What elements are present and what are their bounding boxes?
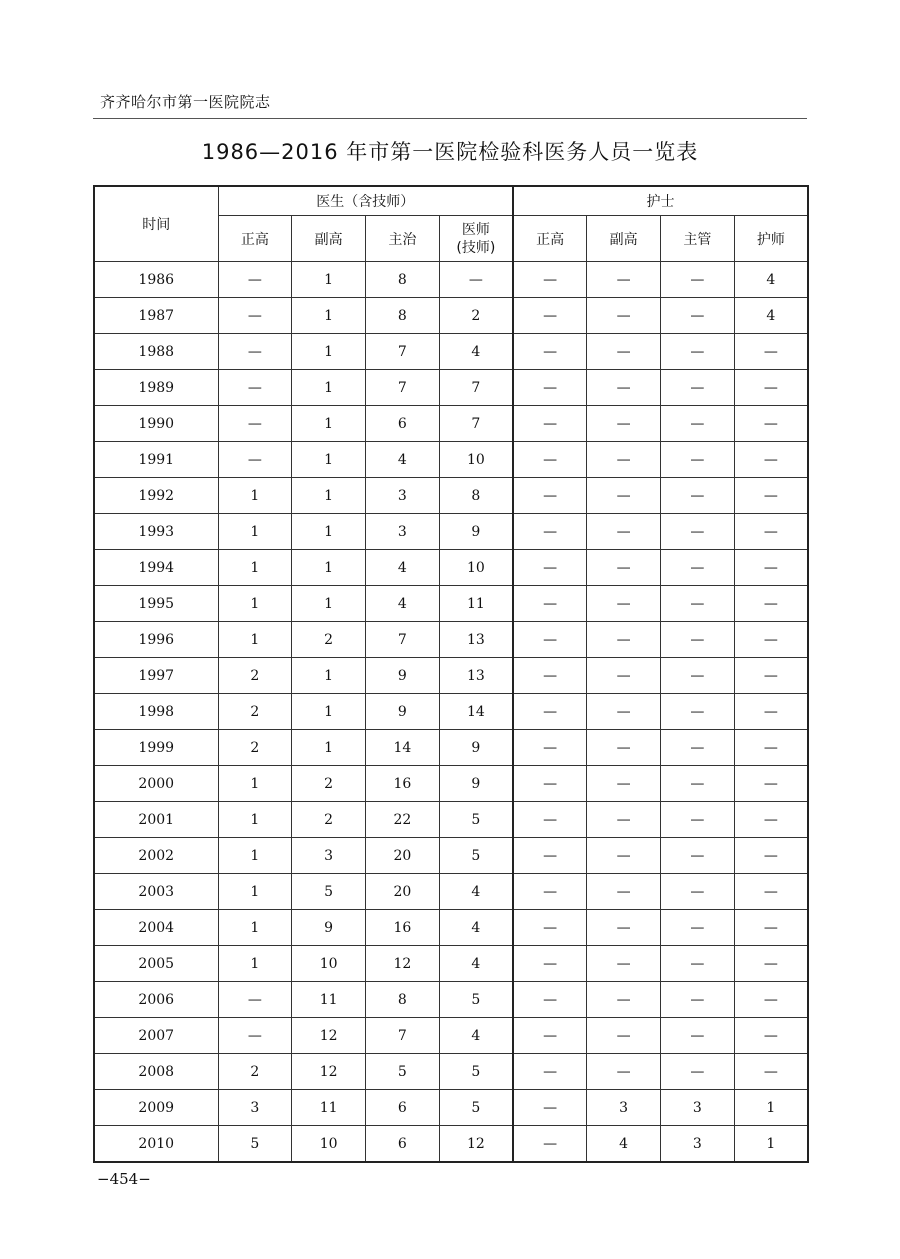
table-row (94, 838, 808, 874)
count-cell: 8 (366, 262, 440, 298)
count-cell: 1 (218, 550, 292, 586)
count-cell: 5 (439, 838, 513, 874)
count-cell: 3 (292, 838, 366, 874)
table-row (94, 262, 808, 298)
header-group-nurse: 护士 (513, 186, 808, 216)
count-cell: — (587, 370, 661, 406)
count-cell: — (661, 586, 735, 622)
count-cell: — (218, 298, 292, 334)
count-cell: 4 (439, 1018, 513, 1054)
staff-table (93, 185, 809, 1163)
count-cell: — (661, 658, 735, 694)
count-cell: — (587, 766, 661, 802)
year-cell: 1991 (94, 442, 218, 478)
count-cell: 7 (366, 622, 440, 658)
count-cell: 12 (292, 1018, 366, 1054)
count-cell: 2 (218, 658, 292, 694)
count-cell: — (734, 550, 808, 586)
count-cell: 20 (366, 838, 440, 874)
table-row (94, 298, 808, 334)
count-cell: — (587, 586, 661, 622)
count-cell: — (734, 370, 808, 406)
header-doctor-senior: 正高 (218, 216, 292, 262)
year-cell: 1987 (94, 298, 218, 334)
count-cell: — (218, 262, 292, 298)
count-cell: — (513, 1054, 587, 1090)
count-cell: — (587, 298, 661, 334)
year-cell: 1994 (94, 550, 218, 586)
count-cell: — (734, 334, 808, 370)
running-header-title: 齐齐哈尔市第一医院院志 (100, 93, 271, 111)
count-cell: — (661, 622, 735, 658)
count-cell: — (587, 406, 661, 442)
count-cell: — (587, 334, 661, 370)
count-cell: — (439, 262, 513, 298)
count-cell: — (734, 838, 808, 874)
count-cell: 1 (292, 586, 366, 622)
count-cell: — (734, 910, 808, 946)
count-cell: — (587, 1018, 661, 1054)
count-cell: — (513, 1018, 587, 1054)
count-cell: — (587, 514, 661, 550)
count-cell: 5 (439, 1090, 513, 1126)
count-cell: 8 (439, 478, 513, 514)
header-doctor-physician (439, 216, 513, 262)
count-cell: 1 (292, 730, 366, 766)
header-nurse-associate: 副高 (587, 216, 661, 262)
count-cell: 4 (734, 298, 808, 334)
count-cell: — (218, 442, 292, 478)
count-cell: 2 (292, 622, 366, 658)
count-cell: 5 (439, 1054, 513, 1090)
count-cell: 4 (439, 910, 513, 946)
count-cell: 1 (734, 1126, 808, 1163)
count-cell: — (218, 982, 292, 1018)
count-cell: 1 (292, 370, 366, 406)
count-cell: 3 (218, 1090, 292, 1126)
year-cell: 2004 (94, 910, 218, 946)
count-cell: 1 (218, 586, 292, 622)
count-cell: 13 (439, 658, 513, 694)
header-time: 时间 (94, 186, 218, 262)
count-cell: 4 (587, 1126, 661, 1163)
count-cell: — (513, 514, 587, 550)
header-group-doctor: 医生（含技师） (218, 186, 513, 216)
count-cell: — (587, 946, 661, 982)
count-cell: — (513, 910, 587, 946)
count-cell: — (513, 334, 587, 370)
year-cell: 2001 (94, 802, 218, 838)
year-cell: 2009 (94, 1090, 218, 1126)
count-cell: 22 (366, 802, 440, 838)
table-row (94, 1090, 808, 1126)
count-cell: 1 (292, 406, 366, 442)
count-cell: 8 (366, 982, 440, 1018)
count-cell: 2 (292, 802, 366, 838)
count-cell: — (661, 550, 735, 586)
count-cell: — (513, 406, 587, 442)
table-row (94, 622, 808, 658)
table-row (94, 334, 808, 370)
count-cell: 1 (218, 838, 292, 874)
count-cell: — (513, 622, 587, 658)
table-row (94, 550, 808, 586)
count-cell: 2 (218, 1054, 292, 1090)
count-cell: 6 (366, 1090, 440, 1126)
count-cell: — (218, 406, 292, 442)
count-cell: — (661, 478, 735, 514)
count-cell: — (587, 550, 661, 586)
count-cell: — (513, 982, 587, 1018)
count-cell: 1 (292, 442, 366, 478)
table-row (94, 910, 808, 946)
count-cell: 10 (439, 550, 513, 586)
count-cell: — (661, 946, 735, 982)
count-cell: 8 (366, 298, 440, 334)
table-row (94, 1126, 808, 1163)
year-cell: 2000 (94, 766, 218, 802)
table-row (94, 514, 808, 550)
count-cell: — (734, 694, 808, 730)
count-cell: — (734, 730, 808, 766)
year-cell: 1998 (94, 694, 218, 730)
year-cell: 2008 (94, 1054, 218, 1090)
year-cell: 1990 (94, 406, 218, 442)
count-cell: 11 (439, 586, 513, 622)
count-cell: — (661, 370, 735, 406)
header-rule (93, 118, 807, 119)
count-cell: 2 (439, 298, 513, 334)
year-cell: 1995 (94, 586, 218, 622)
count-cell: 11 (292, 982, 366, 1018)
count-cell: — (587, 694, 661, 730)
count-cell: 4 (366, 442, 440, 478)
count-cell: 1 (218, 910, 292, 946)
count-cell: 4 (366, 586, 440, 622)
count-cell: — (661, 982, 735, 1018)
table-row (94, 370, 808, 406)
count-cell: — (661, 910, 735, 946)
count-cell: — (513, 802, 587, 838)
count-cell: — (661, 514, 735, 550)
count-cell: 7 (366, 370, 440, 406)
count-cell: — (661, 838, 735, 874)
year-cell: 1989 (94, 370, 218, 406)
count-cell: — (734, 658, 808, 694)
count-cell: 2 (218, 694, 292, 730)
count-cell: — (661, 694, 735, 730)
count-cell: 5 (366, 1054, 440, 1090)
count-cell: 9 (439, 730, 513, 766)
table-row (94, 1054, 808, 1090)
count-cell: 7 (439, 406, 513, 442)
count-cell: — (513, 442, 587, 478)
count-cell: 5 (218, 1126, 292, 1163)
count-cell: 20 (366, 874, 440, 910)
header-nurse-supervisor: 主管 (661, 216, 735, 262)
count-cell: 9 (292, 910, 366, 946)
count-cell: — (513, 838, 587, 874)
count-cell: — (661, 298, 735, 334)
year-cell: 2003 (94, 874, 218, 910)
count-cell: — (661, 874, 735, 910)
count-cell: 2 (218, 730, 292, 766)
count-cell: 16 (366, 766, 440, 802)
count-cell: 3 (366, 514, 440, 550)
count-cell: 5 (292, 874, 366, 910)
count-cell: 1 (218, 478, 292, 514)
count-cell: 3 (587, 1090, 661, 1126)
count-cell: — (587, 874, 661, 910)
count-cell: 1 (292, 298, 366, 334)
count-cell: 13 (439, 622, 513, 658)
count-cell: — (513, 478, 587, 514)
year-cell: 2006 (94, 982, 218, 1018)
count-cell: — (661, 802, 735, 838)
count-cell: 4 (439, 946, 513, 982)
year-cell: 2005 (94, 946, 218, 982)
table-row (94, 442, 808, 478)
count-cell: 3 (366, 478, 440, 514)
count-cell: — (587, 982, 661, 1018)
count-cell: — (513, 766, 587, 802)
count-cell: — (734, 1054, 808, 1090)
table-row (94, 802, 808, 838)
year-cell: 1992 (94, 478, 218, 514)
count-cell: 5 (439, 802, 513, 838)
count-cell: — (734, 982, 808, 1018)
count-cell: 12 (292, 1054, 366, 1090)
count-cell: 5 (439, 982, 513, 1018)
count-cell: 4 (734, 262, 808, 298)
count-cell: — (218, 370, 292, 406)
count-cell: 10 (439, 442, 513, 478)
count-cell: 1 (218, 946, 292, 982)
count-cell: — (734, 478, 808, 514)
count-cell: — (734, 586, 808, 622)
header-nurse-practitioner: 护师 (734, 216, 808, 262)
count-cell: — (587, 262, 661, 298)
table-row (94, 766, 808, 802)
count-cell: 12 (439, 1126, 513, 1163)
count-cell: 16 (366, 910, 440, 946)
count-cell: — (734, 946, 808, 982)
count-cell: — (513, 262, 587, 298)
count-cell: 10 (292, 1126, 366, 1163)
count-cell: 1 (734, 1090, 808, 1126)
count-cell: — (734, 514, 808, 550)
count-cell: 1 (292, 262, 366, 298)
count-cell: — (734, 874, 808, 910)
header-nurse-senior: 正高 (513, 216, 587, 262)
table-row (94, 478, 808, 514)
count-cell: 1 (218, 766, 292, 802)
count-cell: — (661, 406, 735, 442)
year-cell: 1996 (94, 622, 218, 658)
count-cell: 12 (366, 946, 440, 982)
table-row (94, 730, 808, 766)
count-cell: — (661, 1018, 735, 1054)
count-cell: 1 (292, 514, 366, 550)
table-row (94, 982, 808, 1018)
count-cell: 6 (366, 406, 440, 442)
count-cell: — (587, 442, 661, 478)
year-cell: 2007 (94, 1018, 218, 1054)
count-cell: 1 (292, 550, 366, 586)
count-cell: — (587, 730, 661, 766)
page-title: 1986—2016 年市第一医院检验科医务人员一览表 (201, 140, 699, 164)
count-cell: 9 (439, 766, 513, 802)
count-cell: — (513, 370, 587, 406)
count-cell: 3 (661, 1090, 735, 1126)
count-cell: — (513, 586, 587, 622)
count-cell: — (513, 550, 587, 586)
table-row (94, 946, 808, 982)
count-cell: — (513, 298, 587, 334)
count-cell: — (218, 334, 292, 370)
count-cell: 11 (292, 1090, 366, 1126)
count-cell: — (513, 946, 587, 982)
count-cell: — (513, 658, 587, 694)
count-cell: 9 (439, 514, 513, 550)
count-cell: — (661, 262, 735, 298)
count-cell: — (734, 802, 808, 838)
count-cell: 3 (661, 1126, 735, 1163)
count-cell: — (661, 442, 735, 478)
count-cell: 9 (366, 658, 440, 694)
count-cell: — (513, 694, 587, 730)
count-cell: 9 (366, 694, 440, 730)
count-cell: — (513, 1126, 587, 1163)
count-cell: 1 (218, 622, 292, 658)
count-cell: — (587, 802, 661, 838)
count-cell: — (587, 838, 661, 874)
table-body (94, 262, 808, 1163)
year-cell: 1988 (94, 334, 218, 370)
year-cell: 2002 (94, 838, 218, 874)
year-cell: 1993 (94, 514, 218, 550)
count-cell: — (661, 730, 735, 766)
count-cell: 1 (292, 694, 366, 730)
count-cell: 4 (439, 874, 513, 910)
count-cell: — (587, 622, 661, 658)
count-cell: — (661, 766, 735, 802)
count-cell: — (734, 622, 808, 658)
count-cell: 7 (366, 334, 440, 370)
count-cell: — (734, 442, 808, 478)
table-row (94, 1018, 808, 1054)
year-cell: 1997 (94, 658, 218, 694)
count-cell: 7 (366, 1018, 440, 1054)
count-cell: 1 (292, 478, 366, 514)
count-cell: 1 (292, 658, 366, 694)
page-number: −454− (97, 1170, 151, 1188)
count-cell: — (513, 1090, 587, 1126)
count-cell: — (218, 1018, 292, 1054)
count-cell: 4 (366, 550, 440, 586)
count-cell: — (513, 874, 587, 910)
header-doctor-associate: 副高 (292, 216, 366, 262)
count-cell: — (587, 478, 661, 514)
header-doctor-attending: 主治 (366, 216, 440, 262)
table-row (94, 694, 808, 730)
header-physician-line2: (技师) (456, 239, 496, 256)
count-cell: — (661, 334, 735, 370)
count-cell: 10 (292, 946, 366, 982)
year-cell: 2010 (94, 1126, 218, 1163)
header-physician-line1: 医师 (461, 221, 490, 238)
count-cell: 7 (439, 370, 513, 406)
count-cell: 14 (366, 730, 440, 766)
count-cell: — (734, 1018, 808, 1054)
count-cell: — (661, 1054, 735, 1090)
count-cell: — (587, 658, 661, 694)
count-cell: 1 (218, 802, 292, 838)
count-cell: 2 (292, 766, 366, 802)
table-row (94, 658, 808, 694)
count-cell: 1 (292, 334, 366, 370)
count-cell: — (734, 766, 808, 802)
table-row (94, 586, 808, 622)
count-cell: 1 (218, 514, 292, 550)
year-cell: 1999 (94, 730, 218, 766)
count-cell: 4 (439, 334, 513, 370)
count-cell: 6 (366, 1126, 440, 1163)
year-cell: 1986 (94, 262, 218, 298)
count-cell: 1 (218, 874, 292, 910)
count-cell: — (513, 730, 587, 766)
count-cell: — (734, 406, 808, 442)
table-row (94, 874, 808, 910)
count-cell: — (587, 910, 661, 946)
table-row (94, 406, 808, 442)
count-cell: 14 (439, 694, 513, 730)
count-cell: — (587, 1054, 661, 1090)
